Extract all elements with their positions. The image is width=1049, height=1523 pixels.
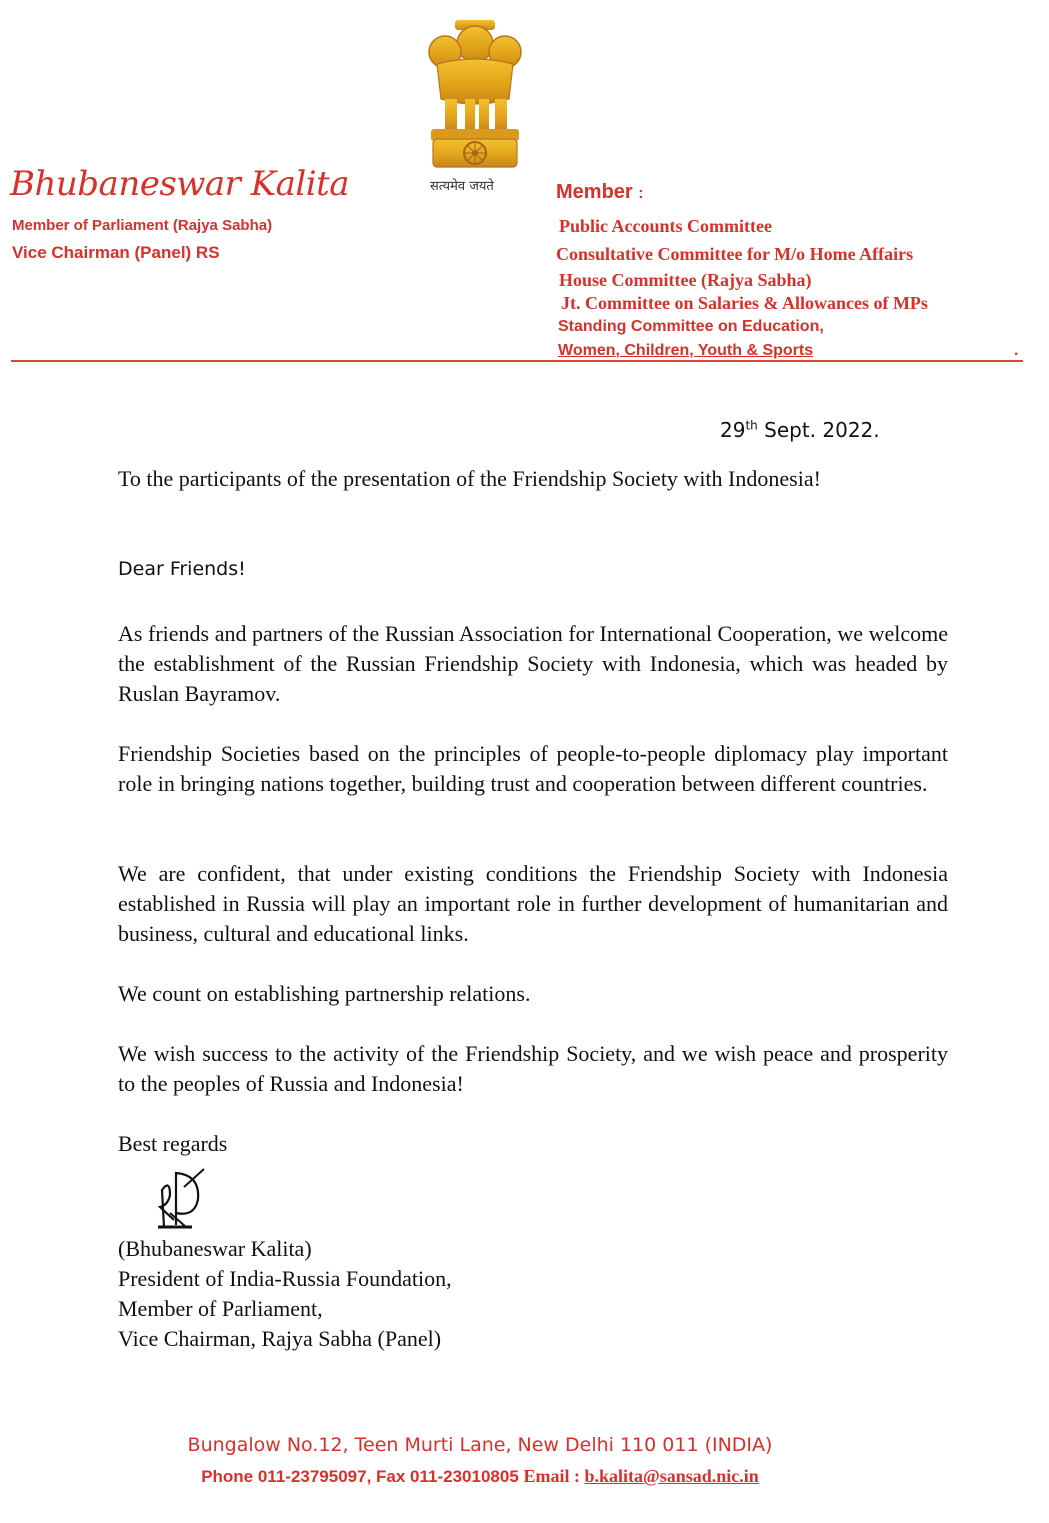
footer-email-link[interactable]: b.kalita@sansad.nic.in [584,1466,759,1486]
paragraph: Friendship Societies based on the principles of people-to-people diplomacy play important role in bringing nations together, building trust and cooperation between different countries. [118,741,948,796]
signoff-title: President of India-Russia Foundation, [118,1266,452,1291]
member-label: Member [556,181,633,203]
addressee: To the participants of the presentation of the Friendship Society with Indonesia! [118,466,821,491]
footer-email-label: Email : [523,1466,585,1486]
emblem-motto: सत्यमेव जयते [430,179,494,194]
committee-item: Standing Committee on Education, [558,318,824,335]
date-rest: Sept. 2022. [757,418,880,442]
paragraph: We wish success to the activity of the Friendship Society, and we wish peace and prosperity to the peoples of Russia and Indonesia! [118,1041,948,1096]
closing: Best regards [118,1131,228,1156]
date-suffix: th [745,418,758,433]
paragraph: We are confident, that under existing conditions the Friendship Society with Indonesia established in Russia will play an important role in further development of humanitarian and business, cultural and educational links. [118,861,948,946]
signoff-name: (Bhubaneswar Kalita) [118,1236,312,1261]
signoff-title: Vice Chairman, Rajya Sabha (Panel) [118,1326,442,1351]
letterhead-divider [11,360,1023,362]
sender-name-heading: Bhubaneswar Kalita [10,164,350,204]
national-emblem-icon [415,14,535,184]
committee-item: Jt. Committee on Salaries & Allowances of MPs [561,293,928,313]
footer-phone-fax: Phone 011-23795097, Fax 011-23010805 [201,1467,524,1486]
sender-title-line-1: Member of Parliament (Rajya Sabha) [12,217,273,234]
trailing-dot: . [1014,342,1019,359]
date-day: 29 [720,418,746,442]
committee-item: Women, Children, Youth & Sports [558,342,814,359]
committee-item: Consultative Committee for M/o Home Affairs [556,244,914,264]
member-heading [556,181,644,204]
signature-icon [140,1165,220,1235]
sender-title-line-2: Vice Chairman (Panel) RS [12,243,220,262]
paragraph: As friends and partners of the Russian Association for International Cooperation, we welcome the establishment of the Russian Friendship Society with Indonesia, which was headed by Ruslan Bayramov. [118,621,948,706]
committee-item: Public Accounts Committee [559,216,772,236]
member-colon: : [638,185,644,202]
signoff-title: Member of Parliament, [118,1296,323,1321]
greeting: Dear Friends! [118,558,246,580]
paragraph: We count on establishing partnership relations. [118,981,531,1006]
footer-contact [0,1466,960,1487]
committee-item: House Committee (Rajya Sabha) [559,270,812,290]
signoff-block [118,1234,452,1354]
footer-address: Bungalow No.12, Teen Murti Lane, New Delhi 110 011 (INDIA) [187,1434,773,1456]
letter-date [720,418,880,442]
